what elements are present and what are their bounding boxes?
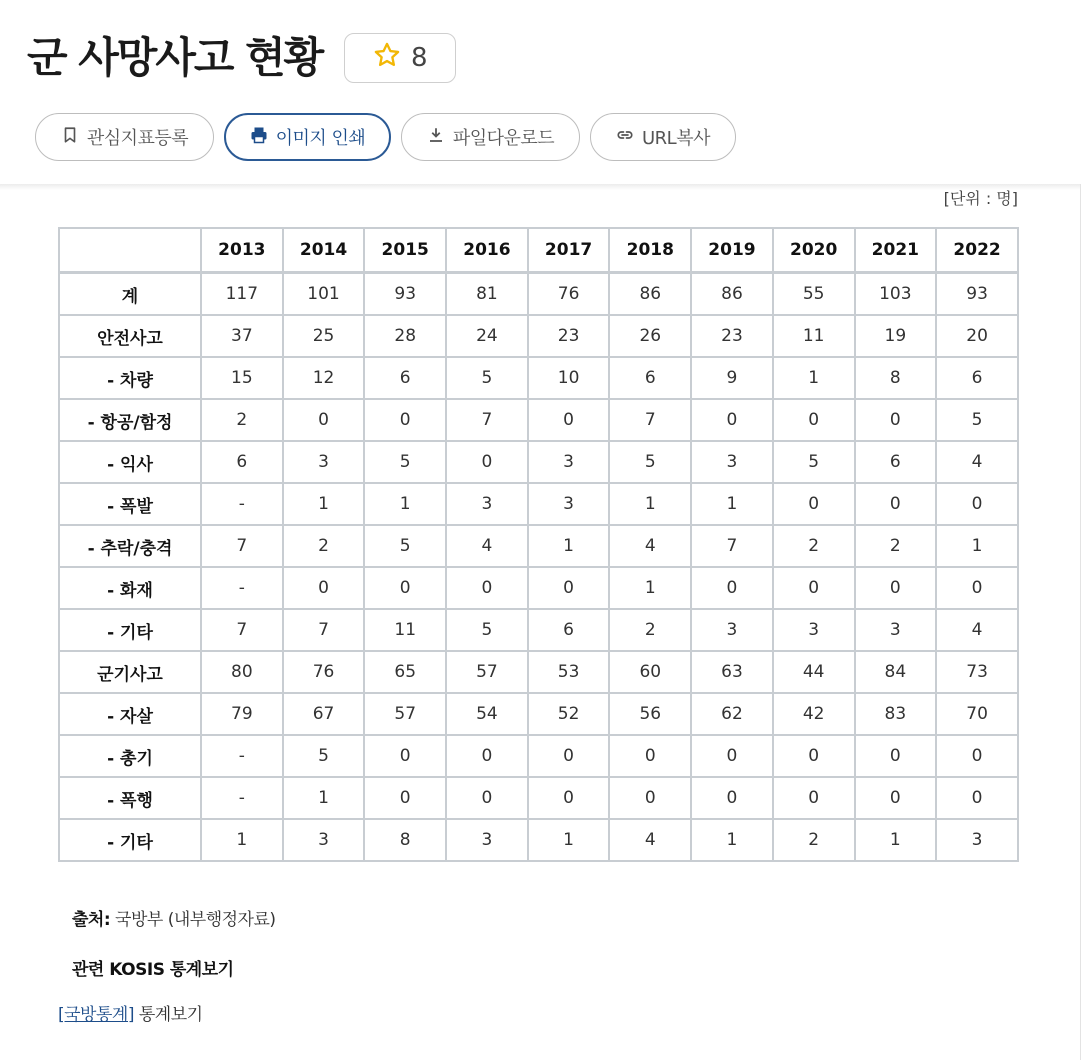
table-cell: 79 — [201, 693, 283, 735]
table-cell: 52 — [528, 693, 610, 735]
table-cell: 6 — [936, 357, 1018, 399]
kosis-link-line — [58, 1000, 203, 1025]
row-label: - 폭행 — [59, 777, 201, 819]
table-cell: 6 — [364, 357, 446, 399]
table-cell: 103 — [855, 273, 937, 316]
year-header: 2017 — [528, 228, 610, 273]
row-label: 계 — [59, 273, 201, 316]
table-cell: 3 — [528, 441, 610, 483]
table-cell: 3 — [446, 483, 528, 525]
table-cell: 6 — [528, 609, 610, 651]
table-cell: 57 — [446, 651, 528, 693]
title-row — [27, 28, 456, 88]
table-row — [59, 777, 1018, 819]
link-icon — [616, 126, 634, 149]
table-cell: 0 — [936, 735, 1018, 777]
star-icon — [373, 41, 401, 76]
table-cell: 0 — [283, 399, 365, 441]
table-cell: 12 — [283, 357, 365, 399]
table-row — [59, 315, 1018, 357]
table-cell: 70 — [936, 693, 1018, 735]
table-cell: 0 — [773, 567, 855, 609]
table-cell: 2 — [855, 525, 937, 567]
table-cell: 0 — [936, 567, 1018, 609]
source-label: 출처: — [72, 910, 111, 930]
table-cell: - — [201, 567, 283, 609]
table-cell: 5 — [936, 399, 1018, 441]
table-cell: 7 — [691, 525, 773, 567]
table-cell: 42 — [773, 693, 855, 735]
table-cell: 8 — [364, 819, 446, 861]
statistics-table — [58, 227, 1019, 862]
table-cell: 60 — [609, 651, 691, 693]
table-cell: 24 — [446, 315, 528, 357]
table-cell: 7 — [201, 525, 283, 567]
table-cell: 2 — [773, 525, 855, 567]
table-cell: 3 — [936, 819, 1018, 861]
table-cell: 0 — [364, 735, 446, 777]
table-cell: 0 — [773, 777, 855, 819]
table-cell: 5 — [773, 441, 855, 483]
table-cell: 0 — [364, 567, 446, 609]
table-cell: 0 — [773, 735, 855, 777]
row-label: - 항공/함정 — [59, 399, 201, 441]
table-cell: 2 — [609, 609, 691, 651]
print-label: 이미지 인쇄 — [275, 128, 366, 149]
row-label: - 기타 — [59, 609, 201, 651]
table-cell: 2 — [283, 525, 365, 567]
year-header: 2013 — [201, 228, 283, 273]
table-cell: 3 — [691, 441, 773, 483]
table-row — [59, 651, 1018, 693]
table-cell: 1 — [609, 483, 691, 525]
table-cell: 93 — [364, 273, 446, 316]
table-cell: 0 — [446, 735, 528, 777]
bookmark-icon — [61, 126, 79, 149]
table-cell: 1 — [691, 819, 773, 861]
row-label: - 추락/충격 — [59, 525, 201, 567]
table-cell: 4 — [609, 525, 691, 567]
table-cell: 6 — [609, 357, 691, 399]
table-cell: 0 — [773, 483, 855, 525]
row-label: - 기타 — [59, 819, 201, 861]
row-label: 안전사고 — [59, 315, 201, 357]
table-cell: 0 — [364, 399, 446, 441]
row-label: 군기사고 — [59, 651, 201, 693]
year-header: 2019 — [691, 228, 773, 273]
table-cell: 4 — [936, 609, 1018, 651]
table-cell: 25 — [283, 315, 365, 357]
table-cell: 0 — [446, 441, 528, 483]
table-cell: 5 — [364, 441, 446, 483]
printer-icon — [250, 126, 268, 149]
table-cell: 20 — [936, 315, 1018, 357]
download-label: 파일다운로드 — [452, 128, 555, 149]
table-cell: 1 — [283, 777, 365, 819]
table-cell: 86 — [691, 273, 773, 316]
table-cell: 1 — [528, 819, 610, 861]
table-cell: 0 — [691, 735, 773, 777]
table-cell: 0 — [855, 483, 937, 525]
table-cell: 101 — [283, 273, 365, 316]
table-cell: 0 — [855, 735, 937, 777]
table-cell: 10 — [528, 357, 610, 399]
table-cell: 0 — [528, 399, 610, 441]
table-row — [59, 399, 1018, 441]
table-cell: 0 — [528, 735, 610, 777]
source-text: 국방부 (내부행정자료) — [110, 910, 276, 930]
table-cell: 11 — [773, 315, 855, 357]
table-cell: 0 — [283, 567, 365, 609]
url-copy-label: URL복사 — [642, 128, 710, 149]
url-copy-button[interactable] — [590, 113, 736, 161]
table-cell: 44 — [773, 651, 855, 693]
year-header: 2014 — [283, 228, 365, 273]
table-cell: 5 — [609, 441, 691, 483]
table-row — [59, 693, 1018, 735]
table-cell: 3 — [283, 819, 365, 861]
table-cell: 11 — [364, 609, 446, 651]
table-cell: 0 — [936, 483, 1018, 525]
row-label: - 총기 — [59, 735, 201, 777]
table-cell: - — [201, 777, 283, 819]
table-cell: 1 — [609, 567, 691, 609]
table-cell: 0 — [609, 777, 691, 819]
table-cell: 0 — [446, 777, 528, 819]
table-cell: 0 — [446, 567, 528, 609]
table-cell: 86 — [609, 273, 691, 316]
table-cell: 1 — [201, 819, 283, 861]
table-cell: 7 — [201, 609, 283, 651]
table-cell: 23 — [691, 315, 773, 357]
table-cell: 0 — [364, 777, 446, 819]
table-cell: 1 — [364, 483, 446, 525]
table-header-row — [59, 228, 1018, 273]
table-cell: 4 — [936, 441, 1018, 483]
table-cell: 15 — [201, 357, 283, 399]
table-row — [59, 567, 1018, 609]
table-cell: 26 — [609, 315, 691, 357]
table-cell: 0 — [773, 399, 855, 441]
table-cell: 73 — [936, 651, 1018, 693]
table-cell: 0 — [855, 399, 937, 441]
table-cell: 2 — [201, 399, 283, 441]
bookmark-label: 관심지표등록 — [86, 128, 189, 149]
table-row — [59, 735, 1018, 777]
table-cell: 83 — [855, 693, 937, 735]
table-cell: 9 — [691, 357, 773, 399]
source-note — [72, 905, 276, 930]
page-title: 군 사망사고 현황 — [27, 33, 323, 82]
bookmark-button[interactable] — [35, 113, 214, 161]
table-cell: 7 — [609, 399, 691, 441]
download-icon — [427, 126, 445, 149]
year-header: 2016 — [446, 228, 528, 273]
row-label: - 차량 — [59, 357, 201, 399]
table-cell: 19 — [855, 315, 937, 357]
table-cell: 28 — [364, 315, 446, 357]
content-border — [1080, 184, 1081, 1060]
table-cell: 62 — [691, 693, 773, 735]
table-cell: 67 — [283, 693, 365, 735]
year-header: 2022 — [936, 228, 1018, 273]
favorite-button[interactable] — [344, 33, 456, 83]
table-cell: 0 — [855, 567, 937, 609]
table-cell: 0 — [936, 777, 1018, 819]
print-button[interactable] — [224, 113, 391, 161]
table-cell: 3 — [773, 609, 855, 651]
related-kosis-heading: 관련 KOSIS 통계보기 — [72, 960, 234, 980]
table-cell: 2 — [773, 819, 855, 861]
table-cell: 3 — [446, 819, 528, 861]
table-cell: 76 — [283, 651, 365, 693]
table-cell: 0 — [528, 567, 610, 609]
table-cell: 63 — [691, 651, 773, 693]
table-cell: 56 — [609, 693, 691, 735]
table-cell: 8 — [855, 357, 937, 399]
favorite-count: 8 — [410, 43, 428, 73]
table-row — [59, 525, 1018, 567]
row-label: - 자살 — [59, 693, 201, 735]
table-cell: 80 — [201, 651, 283, 693]
table-cell: 3 — [283, 441, 365, 483]
table-cell: 93 — [936, 273, 1018, 316]
table-cell: 65 — [364, 651, 446, 693]
table-cell: 84 — [855, 651, 937, 693]
table-cell: 53 — [528, 651, 610, 693]
table-cell: 3 — [855, 609, 937, 651]
table-cell: 5 — [446, 609, 528, 651]
action-buttons — [35, 113, 736, 161]
table-cell: 1 — [936, 525, 1018, 567]
year-header: 2020 — [773, 228, 855, 273]
table-cell: 4 — [609, 819, 691, 861]
table-cell: - — [201, 483, 283, 525]
table-cell: 0 — [855, 777, 937, 819]
table-cell: 37 — [201, 315, 283, 357]
header-divider — [0, 184, 1080, 190]
table-cell: 81 — [446, 273, 528, 316]
table-cell: 6 — [855, 441, 937, 483]
row-label: - 폭발 — [59, 483, 201, 525]
table-cell: 0 — [691, 777, 773, 819]
table-cell: 1 — [283, 483, 365, 525]
table-row — [59, 441, 1018, 483]
table-cell: 117 — [201, 273, 283, 316]
table-cell: 7 — [283, 609, 365, 651]
table-cell: 57 — [364, 693, 446, 735]
row-label: - 화재 — [59, 567, 201, 609]
table-cell: 5 — [283, 735, 365, 777]
table-cell: 0 — [609, 735, 691, 777]
table-cell: 1 — [773, 357, 855, 399]
table-cell: 4 — [446, 525, 528, 567]
table-cell: 0 — [691, 567, 773, 609]
table-cell: 23 — [528, 315, 610, 357]
table-row — [59, 273, 1018, 316]
unit-label: [단위 : 명] — [943, 189, 1018, 208]
table-cell: 5 — [364, 525, 446, 567]
kosis-link-suffix: 통계보기 — [133, 1005, 203, 1025]
download-button[interactable] — [401, 113, 580, 161]
year-header: 2015 — [364, 228, 446, 273]
row-label: - 익사 — [59, 441, 201, 483]
kosis-link[interactable]: [국방통계] — [58, 1005, 134, 1025]
table-cell: 1 — [855, 819, 937, 861]
table-cell: 3 — [691, 609, 773, 651]
table-row — [59, 357, 1018, 399]
table-body — [59, 273, 1018, 862]
table-cell: 0 — [528, 777, 610, 819]
table-row — [59, 819, 1018, 861]
table-cell: 0 — [691, 399, 773, 441]
table-cell: 54 — [446, 693, 528, 735]
table-cell: 55 — [773, 273, 855, 316]
table-row — [59, 609, 1018, 651]
table-row — [59, 483, 1018, 525]
table-cell: - — [201, 735, 283, 777]
table-cell: 7 — [446, 399, 528, 441]
table-cell: 6 — [201, 441, 283, 483]
year-header: 2018 — [609, 228, 691, 273]
table-cell: 3 — [528, 483, 610, 525]
table-cell: 76 — [528, 273, 610, 316]
table-corner-cell — [59, 228, 201, 273]
table-cell: 5 — [446, 357, 528, 399]
year-header: 2021 — [855, 228, 937, 273]
table-cell: 1 — [528, 525, 610, 567]
table-cell: 1 — [691, 483, 773, 525]
